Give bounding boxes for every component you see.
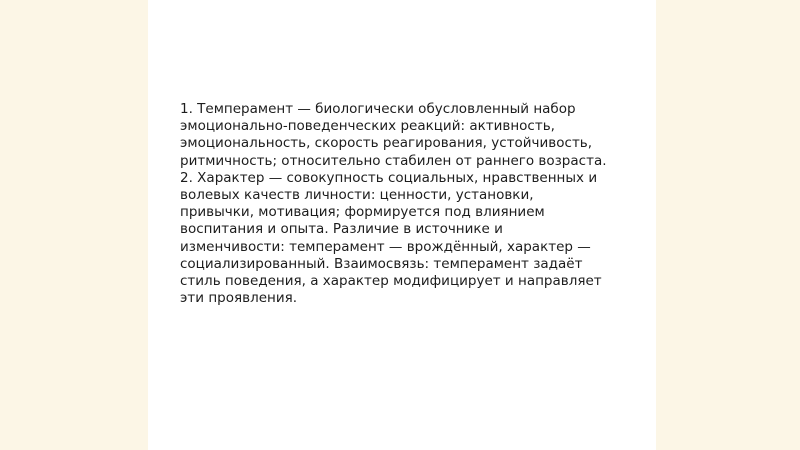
document-page xyxy=(148,0,656,450)
body-text: 1. Темперамент — биологически обусловленный набор эмоционально-поведенческих реакций: активность, эмоциональность, скорость реагирования, устойчивость, ритмичность; относительно стабилен от раннего возраста. 2. Характер — совокупность социальных, нравственных и волевых качеств личности: ценности, установки, привычки, мотивация; формируется под влиянием воспитания и опыта. Различие в источнике и изменчивости: темперамент — врождённый, характер — социализированный. Взаимосвязь: темперамент задаёт стиль поведения, а характер модифицирует и направляет эти проявления. xyxy=(180,101,607,307)
